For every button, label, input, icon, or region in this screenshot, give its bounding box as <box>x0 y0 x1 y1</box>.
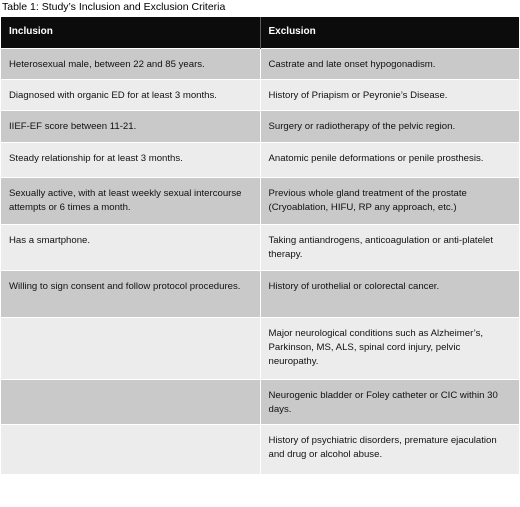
exclusion-cell: Castrate and late onset hypogonadism. <box>260 48 519 79</box>
exclusion-cell: History of psychiatric disorders, premature ejaculation and drug or alcohol abuse. <box>260 424 519 474</box>
inclusion-cell <box>1 379 260 424</box>
exclusion-cell: Neurogenic bladder or Foley catheter or CIC within 30 days. <box>260 379 519 424</box>
exclusion-cell: History of urothelial or colorectal cancer. <box>260 270 519 317</box>
exclusion-header: Exclusion <box>260 17 519 48</box>
table-row <box>1 424 519 474</box>
inclusion-cell: Has a smartphone. <box>1 224 260 270</box>
table-row <box>1 270 519 317</box>
table-row <box>1 379 519 424</box>
inclusion-header: Inclusion <box>1 17 260 48</box>
table-header-row <box>1 17 519 48</box>
inclusion-cell <box>1 317 260 379</box>
exclusion-cell: History of Priapism or Peyronie’s Disease. <box>260 79 519 110</box>
table-row <box>1 317 519 379</box>
table-row <box>1 224 519 270</box>
inclusion-cell: Heterosexual male, between 22 and 85 years. <box>1 48 260 79</box>
inclusion-cell: Diagnosed with organic ED for at least 3 months. <box>1 79 260 110</box>
table-caption: Table 1: Study’s Inclusion and Exclusion Criteria <box>2 1 226 13</box>
inclusion-cell: Steady relationship for at least 3 months. <box>1 142 260 177</box>
table-row <box>1 142 519 177</box>
inclusion-cell: Willing to sign consent and follow protocol procedures. <box>1 270 260 317</box>
exclusion-cell: Taking antiandrogens, anticoagulation or anti-platelet therapy. <box>260 224 519 270</box>
exclusion-cell: Major neurological conditions such as Alzheimer’s, Parkinson, MS, ALS, spinal cord injury, pelvic neuropathy. <box>260 317 519 379</box>
table-row <box>1 110 519 142</box>
inclusion-cell <box>1 424 260 474</box>
inclusion-cell: IIEF-EF score between 11-21. <box>1 110 260 142</box>
exclusion-cell: Anatomic penile deformations or penile prosthesis. <box>260 142 519 177</box>
exclusion-cell: Surgery or radiotherapy of the pelvic region. <box>260 110 519 142</box>
table-row <box>1 48 519 79</box>
table-row <box>1 177 519 224</box>
criteria-table <box>1 17 519 474</box>
exclusion-cell: Previous whole gland treatment of the prostate (Cryoablation, HIFU, RP any approach, etc.) <box>260 177 519 224</box>
table-row <box>1 79 519 110</box>
inclusion-cell: Sexually active, with at least weekly sexual intercourse attempts or 6 times a month. <box>1 177 260 224</box>
